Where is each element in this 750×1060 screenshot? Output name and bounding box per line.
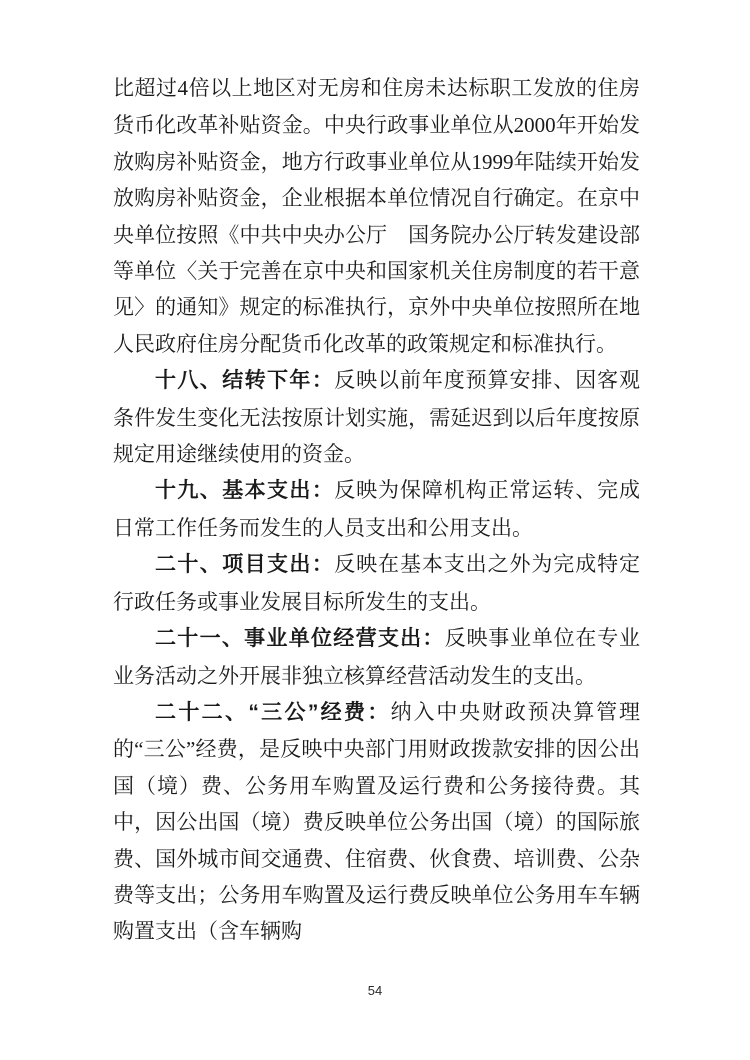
paragraph-text: 纳入中央财政预决算管理的“三公”经费，是反映中央部门用财政拨款安排的因公出国（境）费、公务用车购置及运行费和公务接待费。其中，因公出国（境）费反映单位公务出国（境）的国际旅费、国外城市间交通费、住宿费、伙食费、培训费、公杂费等支出；公务用车购置及运行费反映单位公务用车车辆购置支出（含车辆购 <box>113 699 641 944</box>
paragraph-lead: 二十二、“三公”经费： <box>155 700 391 724</box>
paragraph-term-20 <box>113 546 640 620</box>
paragraph-lead: 十八、结转下年： <box>155 369 335 393</box>
paragraph-text: 比超过4倍以上地区对无房和住房未达标职工发放的住房货币化改革补贴资金。中央行政事业单位从2000年开始发放购房补贴资金，地方行政事业单位从1999年陆续开始发放购房补贴资金，企业根据本单位情况自行确定。在京中央单位按照《中共中央办公厅 国务院办公厅转发建设部等单位〈关于完善在京中央和国家机关住房制度的若干意见〉的通知》规定的标准执行，京外中央单位按照所在地人民政府住房分配货币化改革的政策规定和标准执行。 <box>113 76 640 356</box>
page-number: 54 <box>367 983 383 998</box>
paragraph-text: 反映事业单位在专业业务活动之外开展非独立核算经营活动发生的支出。 <box>113 626 641 688</box>
page-body-text <box>113 70 640 950</box>
paragraph-term-22 <box>113 694 640 950</box>
paragraph-lead: 二十、项目支出： <box>155 553 335 577</box>
paragraph-lead: 二十一、事业单位经营支出： <box>155 627 445 651</box>
paragraph-term-21 <box>113 620 640 694</box>
paragraph-term-19 <box>113 472 640 546</box>
paragraph-text: 反映为保障机构正常运转、完成日常工作任务而发生的人员支出和公用支出。 <box>113 478 641 540</box>
paragraph-lead: 十九、基本支出： <box>155 479 335 503</box>
paragraph-term-18 <box>113 362 640 472</box>
paragraph-text: 反映以前年度预算安排、因客观条件发生变化无法按原计划实施，需延迟到以后年度按原规定用途继续使用的资金。 <box>113 368 641 467</box>
paragraph-continuation <box>113 70 640 362</box>
paragraph-text: 反映在基本支出之外为完成特定行政任务或事业发展目标所发生的支出。 <box>113 552 641 614</box>
